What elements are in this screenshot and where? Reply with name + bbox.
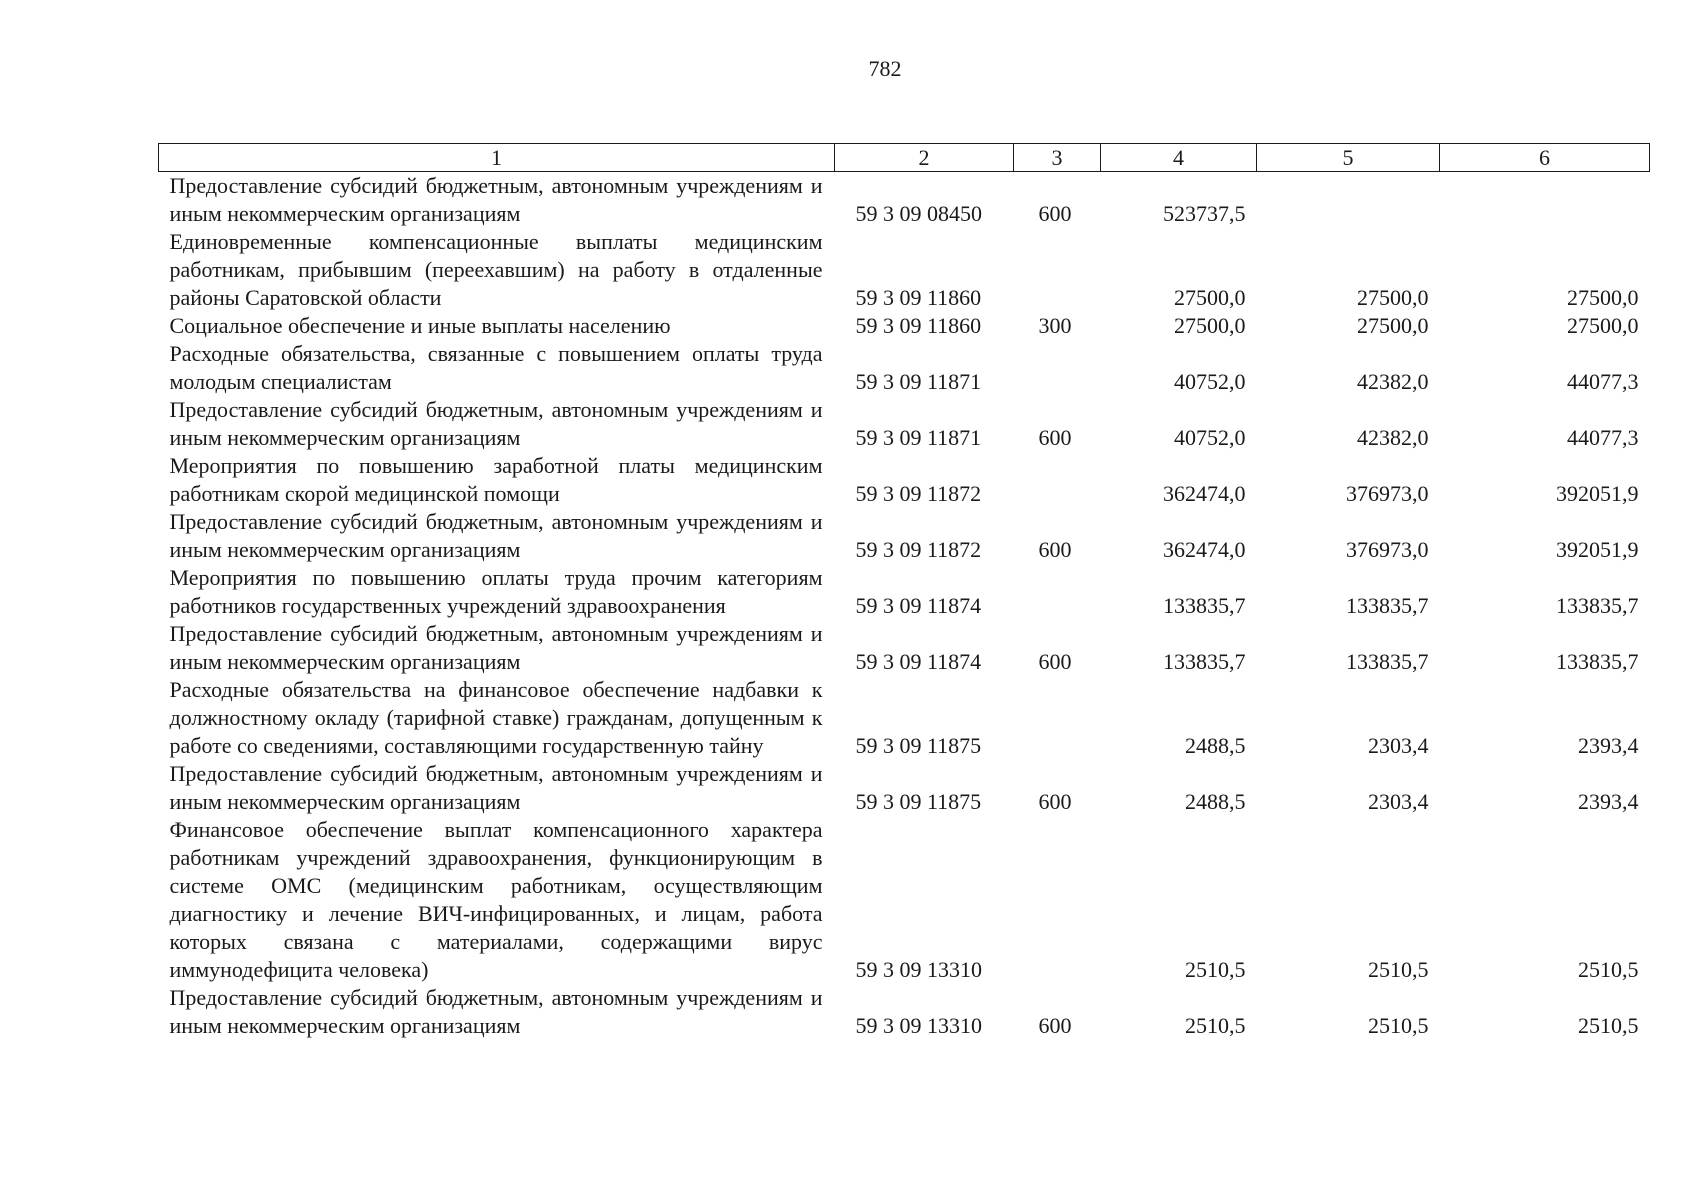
row-amount-col4: 2510,5: [1185, 1013, 1246, 1038]
row-amount-col5: 2303,4: [1368, 733, 1429, 758]
table-row: [159, 676, 1650, 760]
row-amount-col4: 2510,5: [1185, 957, 1246, 982]
row-expense-type: 600: [1038, 1013, 1072, 1038]
row-amount-col6: 2393,4: [1578, 789, 1639, 814]
row-amount-col5: 133835,7: [1346, 593, 1429, 618]
row-amount-col4: 2488,5: [1185, 789, 1246, 814]
row-amount-col5: 133835,7: [1346, 649, 1429, 674]
row-amount-col6: 133835,7: [1556, 593, 1639, 618]
row-amount-col5: 2510,5: [1368, 957, 1429, 982]
row-amount-col6: 44077,3: [1567, 425, 1639, 450]
row-description: Предоставление субсидий бюджетным, автономным учреждениям и иным некоммерческим организациям: [169, 621, 823, 674]
table-row: [159, 984, 1650, 1040]
table-row: [159, 228, 1650, 312]
row-description: Расходные обязательства на финансовое обеспечение надбавки к должностному окладу (тарифной ставке) гражданам, допущенным к работе со сведениями, составляющими государственную тайну: [169, 677, 823, 758]
row-description: Социальное обеспечение и иные выплаты населению: [169, 313, 671, 338]
row-target-code: 59 3 09 11875: [855, 733, 982, 758]
row-target-code: 59 3 09 11871: [855, 425, 982, 450]
row-amount-col6: 392051,9: [1556, 537, 1639, 562]
page-number: 782: [868, 56, 902, 81]
row-expense-type: 600: [1038, 425, 1072, 450]
row-target-code: 59 3 09 11872: [855, 481, 982, 506]
column-header-3: 3: [1014, 144, 1101, 172]
row-amount-col6: 2510,5: [1578, 1013, 1639, 1038]
row-amount-col6: 392051,9: [1556, 481, 1639, 506]
row-target-code: 59 3 09 11874: [855, 649, 982, 674]
row-amount-col6: 2393,4: [1578, 733, 1639, 758]
row-expense-type: [1014, 452, 1101, 508]
row-amount-col4: 40752,0: [1174, 369, 1246, 394]
row-description: Единовременные компенсационные выплаты медицинским работникам, прибывшим (переехавшим) на работу в отдаленные районы Саратовской области: [169, 229, 823, 310]
table-row: [159, 508, 1650, 564]
row-expense-type: 600: [1038, 789, 1072, 814]
column-header-2: 2: [835, 144, 1014, 172]
row-amount-col4: 362474,0: [1163, 481, 1246, 506]
row-expense-type: 600: [1038, 537, 1072, 562]
row-target-code: 59 3 09 11875: [855, 789, 982, 814]
row-amount-col5: 42382,0: [1357, 369, 1429, 394]
row-expense-type: 600: [1038, 649, 1072, 674]
row-expense-type: 600: [1038, 201, 1072, 226]
row-amount-col4: 2488,5: [1185, 733, 1246, 758]
row-target-code: 59 3 09 11872: [855, 537, 982, 562]
row-amount-col6: 44077,3: [1567, 369, 1639, 394]
column-header-4: 4: [1101, 144, 1257, 172]
row-description: Предоставление субсидий бюджетным, автономным учреждениям и иным некоммерческим организациям: [169, 397, 823, 450]
row-amount-col6: 2510,5: [1578, 957, 1639, 982]
row-amount-col5: 376973,0: [1346, 537, 1429, 562]
table-header: [159, 144, 1650, 172]
row-amount-col5: 2303,4: [1368, 789, 1429, 814]
row-amount-col5: 376973,0: [1346, 481, 1429, 506]
row-amount-col4: 27500,0: [1174, 313, 1246, 338]
row-amount-col4: 27500,0: [1174, 285, 1246, 310]
row-amount-col4: 523737,5: [1163, 201, 1246, 226]
row-description: Мероприятия по повышению оплаты труда прочим категориям работников государственных учреждений здравоохранения: [169, 565, 823, 618]
row-target-code: 59 3 09 13310: [855, 1013, 982, 1038]
table-row: [159, 816, 1650, 984]
row-description: Предоставление субсидий бюджетным, автономным учреждениям и иным некоммерческим организациям: [169, 985, 823, 1038]
row-target-code: 59 3 09 11871: [855, 369, 982, 394]
header-row: [159, 144, 1650, 172]
table-row: [159, 620, 1650, 676]
row-amount-col5: [1257, 172, 1440, 229]
table-row: [159, 452, 1650, 508]
row-amount-col5: 42382,0: [1357, 425, 1429, 450]
row-description: Предоставление субсидий бюджетным, автономным учреждениям и иным некоммерческим организациям: [169, 761, 823, 814]
row-amount-col5: 27500,0: [1357, 313, 1429, 338]
row-amount-col6: 27500,0: [1567, 313, 1639, 338]
table-body: [159, 172, 1650, 1041]
row-description: Мероприятия по повышению заработной платы медицинским работникам скорой медицинской помощи: [169, 453, 823, 506]
row-target-code: 59 3 09 13310: [855, 957, 982, 982]
row-amount-col4: 133835,7: [1163, 649, 1246, 674]
row-expense-type: 300: [1038, 313, 1072, 338]
row-amount-col6: 133835,7: [1556, 649, 1639, 674]
table-row: [159, 312, 1650, 340]
row-description: Предоставление субсидий бюджетным, автономным учреждениям и иным некоммерческим организациям: [169, 509, 823, 562]
row-expense-type: [1014, 564, 1101, 620]
table-row: [159, 172, 1650, 229]
row-amount-col5: 2510,5: [1368, 1013, 1429, 1038]
budget-table: [158, 143, 1650, 1040]
row-amount-col4: 362474,0: [1163, 537, 1246, 562]
row-description: Предоставление субсидий бюджетным, автономным учреждениям и иным некоммерческим организациям: [169, 173, 823, 226]
row-target-code: 59 3 09 08450: [855, 201, 982, 226]
row-target-code: 59 3 09 11860: [855, 313, 982, 338]
table-row: [159, 340, 1650, 396]
row-amount-col4: 40752,0: [1174, 425, 1246, 450]
row-target-code: 59 3 09 11874: [855, 593, 982, 618]
row-expense-type: [1014, 228, 1101, 312]
row-expense-type: [1014, 676, 1101, 760]
table-row: [159, 396, 1650, 452]
column-header-6: 6: [1440, 144, 1650, 172]
row-target-code: 59 3 09 11860: [855, 285, 982, 310]
row-description: Расходные обязательства, связанные с повышением оплаты труда молодым специалистам: [169, 341, 823, 394]
row-expense-type: [1014, 340, 1101, 396]
column-header-5: 5: [1257, 144, 1440, 172]
row-amount-col5: 27500,0: [1357, 285, 1429, 310]
row-expense-type: [1014, 816, 1101, 984]
row-description: Финансовое обеспечение выплат компенсационного характера работникам учреждений здравоохранения, функционирующим в системе ОМС (медицинским работникам, осуществляющим диагностику и лечение ВИЧ-инфицированных, и лицам, работа которых связана с материалами, содержащими вирус иммунодефицита человека): [169, 817, 823, 982]
table-row: [159, 564, 1650, 620]
column-header-1: 1: [159, 144, 835, 172]
table-row: [159, 760, 1650, 816]
row-amount-col6: 27500,0: [1567, 285, 1639, 310]
row-amount-col6: [1440, 172, 1650, 229]
row-amount-col4: 133835,7: [1163, 593, 1246, 618]
